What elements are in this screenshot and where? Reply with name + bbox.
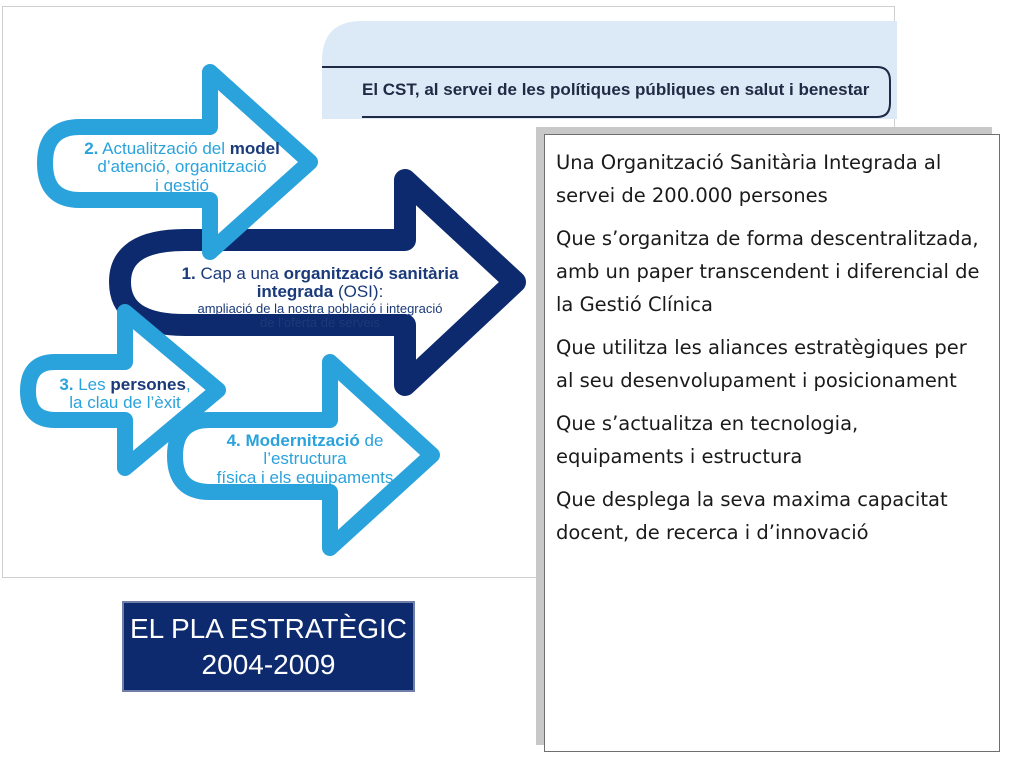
arrow-2-label: 2. Actualització del model d’atenció, organització i gestió: [84, 139, 280, 195]
plan-title-line2: 2004-2009: [201, 649, 336, 680]
arrow-1-label: 1. Cap a una organització sanitària integrada (OSI): ampliació de la nostra població i integració de l’oferta de serveis: [181, 264, 459, 330]
plan-title-line1: EL PLA ESTRATÈGIC: [130, 613, 407, 644]
arrow-3-label: 3. Les persones, la clau de l’èxit: [59, 375, 191, 413]
description-list: [545, 135, 999, 549]
banner-title: El CST, al servei de les polítiques públiques en salut i benestar: [362, 80, 870, 99]
description-item: Que utilitza les aliances estratègiques per al seu desenvolupament i posicionament: [556, 336, 967, 392]
description-box: [544, 134, 1000, 752]
description-item: Que s’actualitza en tecnologia, equipaments i estructura: [556, 412, 859, 468]
description-item: Que s’organitza de forma descentralitzada, amb un paper transcendent i diferencial de la Gestió Clínica: [556, 227, 980, 316]
description-item: Una Organització Sanitària Integrada al servei de 200.000 persones: [556, 151, 942, 207]
description-item: Que desplega la seva maxima capacitat docent, de recerca i d’innovació: [556, 488, 948, 544]
arrow-4-label: 4. Modernització de l’estructura física i els equipaments: [216, 431, 394, 487]
plan-title-box: [122, 601, 415, 692]
